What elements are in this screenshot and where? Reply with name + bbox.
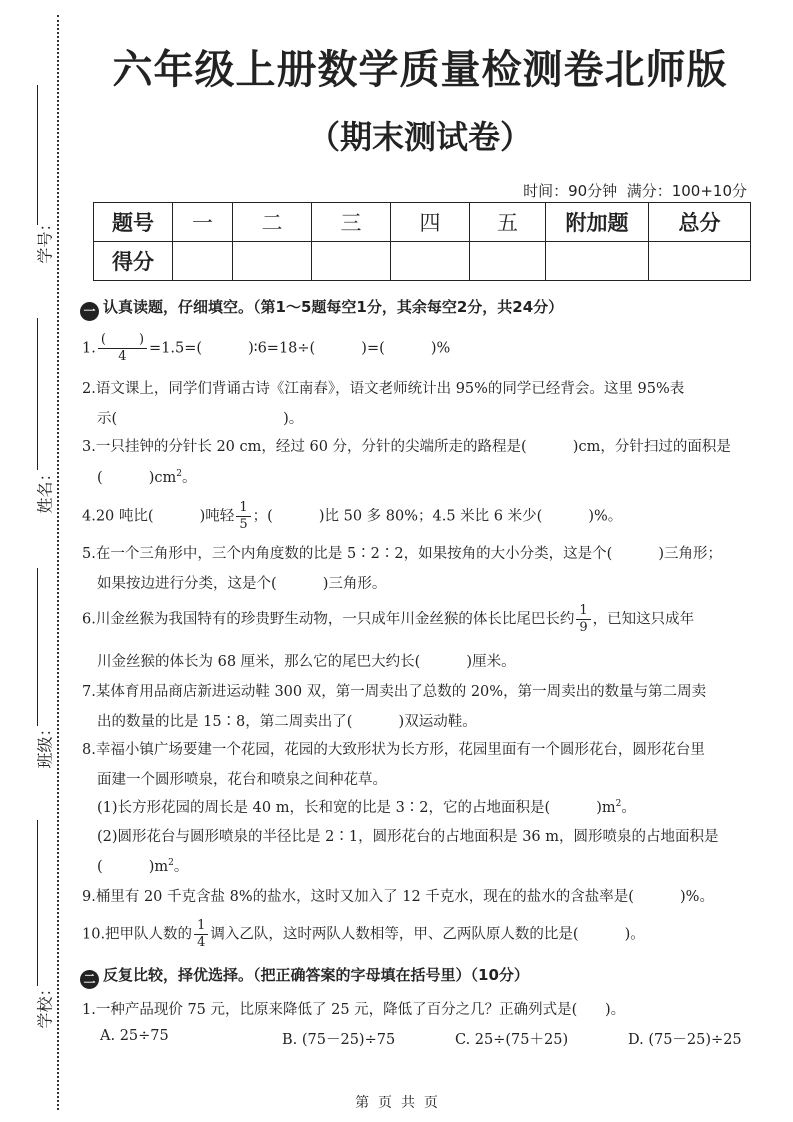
page-footer: 第 页 共 页 <box>355 1095 438 1111</box>
numerator: ( ) <box>98 332 147 349</box>
option-a: A. 25÷75 <box>100 1028 169 1044</box>
header-cell: 三 <box>312 203 391 242</box>
row-label: 得分 <box>94 242 173 281</box>
fraction: $\frac{1}{9}$ <box>576 603 590 636</box>
name-line <box>37 318 38 470</box>
school-line <box>37 820 38 986</box>
class-line <box>37 568 38 726</box>
fraction: $\frac{1}{5}$ <box>236 500 250 533</box>
binding-dashed-line <box>57 15 59 1110</box>
question-8-2-cont: ( )$m^2$。 <box>97 858 189 875</box>
score-cell[interactable] <box>470 242 546 281</box>
section-2-heading <box>80 964 529 989</box>
question-8-cont: 面建一个圆形喷泉，花台和喷泉之间种花草。 <box>97 772 387 788</box>
score-cell[interactable] <box>546 242 649 281</box>
score-cell[interactable] <box>649 242 751 281</box>
score-cell[interactable] <box>233 242 312 281</box>
question-2: 2.语文课上，同学们背诵古诗《江南春》，语文老师统计出 95%的同学已经背会。这里 95%表 <box>82 381 685 397</box>
section-text: 反复比较，择优选择。（把正确答案的字母填在括号里）（10分） <box>103 966 529 984</box>
score-cell[interactable] <box>173 242 233 281</box>
q-number: 1. <box>82 340 96 357</box>
score-cell[interactable] <box>391 242 470 281</box>
section-2-question-1: 1.一种产品现价 75 元，比原来降低了 25 元，降低了百分之几？正确列式是( )。 <box>82 1002 626 1018</box>
header-cell: 四 <box>391 203 470 242</box>
question-5: 5.在一个三角形中，三个内角度数的比是 5∶2∶2，如果按角的大小分类，这是个( )三角形； <box>82 546 723 562</box>
question-6-cont: 川金丝猴的体长为 68 厘米，那么它的尾巴大约长( )厘米。 <box>97 654 516 670</box>
header-cell: 一 <box>173 203 233 242</box>
section-1-heading <box>80 296 563 321</box>
question-8-2: (2)圆形花台与圆形喷泉的半径比是 2∶1，圆形花台的占地面积是 36 m，圆形喷泉的占地面积是 <box>97 829 719 845</box>
page-subtitle: （期末测试卷） <box>307 118 532 156</box>
question-3: 3.一只挂钟的分针长 20 cm，经过 60 分，分针的尖端所走的路程是( )cm，分针扫过的面积是 <box>82 439 731 455</box>
class-label: 班级： <box>35 720 55 769</box>
question-10: 10.把甲队人数的 $\frac{1}{4}$ 调入乙队，这时两队人数相等，甲、乙两队原人数的比是( )。 <box>82 918 645 950</box>
header-cell: 附加题 <box>546 203 649 242</box>
question-7: 7.某体育用品商店新进运动鞋 300 双，第一周卖出了总数的 20%，第一周卖出的数量与第二周卖 <box>82 684 707 700</box>
question-5-cont: 如果按边进行分类，这是个( )三角形。 <box>97 576 387 592</box>
table-row <box>94 242 751 281</box>
section-text: 认真读题，仔细填空。（第1～5题每空1分，其余每空2分，共24分） <box>103 298 564 316</box>
question-4: 4.20 吨比( )吨轻 $\frac{1}{5}$ ；( )比 50 多 80%；4.5 米比 6 米少( )%。 <box>82 500 623 532</box>
header-cell: 题号 <box>94 203 173 242</box>
fraction <box>98 332 147 365</box>
question-2-cont: 示( )。 <box>97 411 304 427</box>
score-table <box>93 202 751 281</box>
page-title: 六年级上册数学质量检测卷北师版 <box>112 47 728 93</box>
question-6: 6.川金丝猴为我国特有的珍贵野生动物，一只成年川金丝猴的体长比尾巴长约 $\frac{1}{9}$ ，已知这只成年 <box>82 603 695 635</box>
score-cell[interactable] <box>312 242 391 281</box>
option-c: C. 25÷(75＋25) <box>455 1032 569 1048</box>
student-id-label: 学号： <box>35 215 55 264</box>
denominator: 4 <box>118 349 127 364</box>
q-text: =1.5=( )∶6=18÷( )=( )% <box>149 340 451 357</box>
question-3-cont: ( )$cm^2$。 <box>97 469 197 486</box>
table-row <box>94 203 751 242</box>
question-8-1: (1)长方形花园的周长是 40 m，长和宽的比是 3∶2，它的占地面积是( )$m^2$。 <box>97 799 636 816</box>
question-8: 8.幸福小镇广场要建一个花园，花园的大致形状为长方形，花园里面有一个圆形花台，圆形花台里 <box>82 742 705 758</box>
option-b: B. (75－25)÷75 <box>282 1032 396 1048</box>
question-7-cont: 出的数量的比是 15∶8，第二周卖出了( )双运动鞋。 <box>97 714 477 730</box>
section-badge: 一 <box>80 302 99 321</box>
section-badge: 二 <box>80 970 99 989</box>
school-label: 学校： <box>35 980 55 1029</box>
name-label: 姓名： <box>35 465 55 514</box>
question-1 <box>82 332 450 365</box>
question-9: 9.桶里有 20 千克含盐 8%的盐水，这时又加入了 12 千克水，现在的盐水的含盐率是( )%。 <box>82 889 714 905</box>
time-info: 时间：90分钟 满分：100+10分 <box>523 182 747 200</box>
option-d: D. (75－25)÷25 <box>628 1032 742 1048</box>
fraction: $\frac{1}{4}$ <box>194 918 208 951</box>
header-cell: 五 <box>470 203 546 242</box>
header-cell: 总分 <box>649 203 751 242</box>
header-cell: 二 <box>233 203 312 242</box>
